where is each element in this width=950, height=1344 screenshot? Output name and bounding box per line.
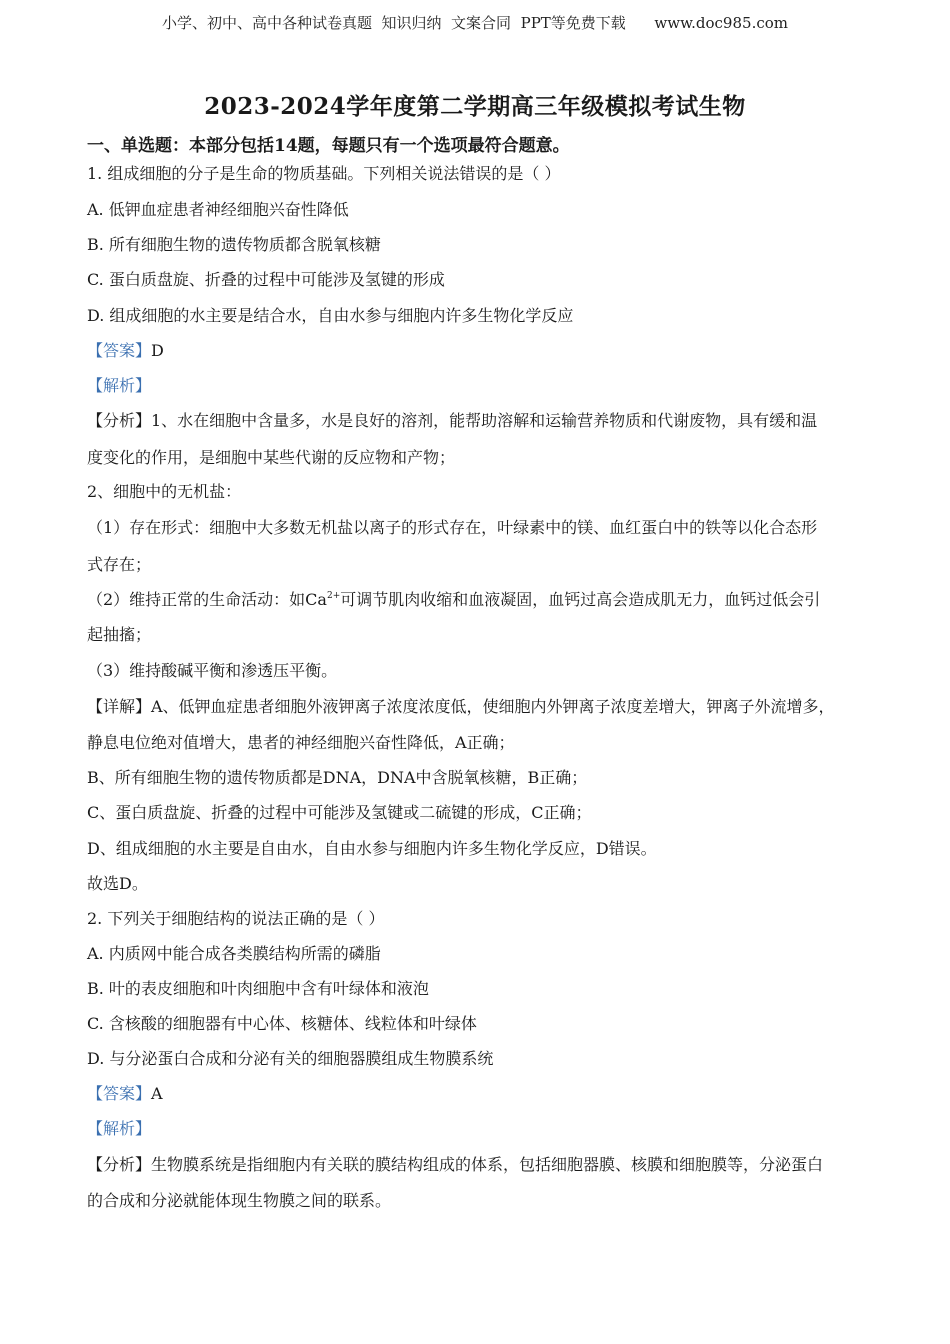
page-header: 小学、初中、高中各种试卷真题 知识归纳 文案合同 PPT等免费下载 www.doc985.com [161, 14, 788, 32]
q1-analysis-line: 式存在； [87, 555, 152, 574]
q1-option-d: D. 组成细胞的水主要是结合水，自由水参与细胞内许多生物化学反应 [87, 306, 574, 325]
q1-option-a: A. 低钾血症患者神经细胞兴奋性降低 [87, 200, 349, 219]
q1-detail-line: （3）维持酸碱平衡和渗透压平衡。 [87, 661, 338, 680]
ca-line-post: 可调节肌肉收缩和血液凝固，血钙过高会造成肌无力，血钙过低会引 [340, 590, 821, 609]
q1-analysis-line: （1）存在形式：细胞中大多数无机盐以离子的形式存在，叶绿素中的镁、血红蛋白中的铁等以化合态形 [87, 518, 818, 537]
q1-option-b: B. 所有细胞生物的遗传物质都含脱氧核糖 [87, 235, 381, 254]
q1-analysis-line: 【分析】1、水在细胞中含量多，水是良好的溶剂，能帮助溶解和运输营养物质和代谢废物，具有缓和温 [87, 411, 818, 430]
ca-superscript: 2+ [326, 591, 341, 601]
q1-analysis-tag: 【解析】 [87, 376, 152, 395]
q2-analysis-line: 【分析】生物膜系统是指细胞内有关联的膜结构组成的体系，包括细胞器膜、核膜和细胞膜等，分泌蛋白 [87, 1155, 824, 1174]
answer-value: A [151, 1084, 163, 1103]
q2-analysis-tag: 【解析】 [87, 1119, 152, 1138]
section-heading: 一、单选题：本部分包括14题，每题只有一个选项最符合题意。 [87, 136, 570, 156]
q2-option-b: B. 叶的表皮细胞和叶肉细胞中含有叶绿体和液泡 [87, 979, 429, 998]
q1-ca-line [87, 590, 820, 610]
q1-detail-line: C、蛋白质盘旋、折叠的过程中可能涉及氢键或二硫键的形成，C正确； [87, 803, 592, 822]
q1-answer [87, 341, 164, 361]
q1-detail-line: 起抽搐； [87, 625, 152, 644]
q2-answer [87, 1084, 163, 1104]
q1-stem: 1. 组成细胞的分子是生命的物质基础。下列相关说法错误的是（ ） [87, 164, 561, 183]
q2-analysis-line: 的合成和分泌就能体现生物膜之间的联系。 [87, 1191, 392, 1210]
q1-analysis-line: 2、细胞中的无机盐： [87, 482, 242, 501]
answer-tag: 【答案】 [87, 1084, 152, 1103]
q1-analysis-line: 度变化的作用，是细胞中某些代谢的反应物和产物； [87, 448, 456, 467]
exam-title: 2023-2024学年度第二学期高三年级模拟考试生物 [204, 93, 746, 120]
q2-option-a: A. 内质网中能合成各类膜结构所需的磷脂 [87, 944, 381, 963]
answer-tag: 【答案】 [87, 341, 152, 360]
q1-detail-line: D、组成细胞的水主要是自由水，自由水参与细胞内许多生物化学反应，D错误。 [87, 839, 657, 858]
q2-stem: 2. 下列关于细胞结构的说法正确的是（ ） [87, 909, 385, 928]
q2-option-c: C. 含核酸的细胞器有中心体、核糖体、线粒体和叶绿体 [87, 1014, 477, 1033]
q1-option-c: C. 蛋白质盘旋、折叠的过程中可能涉及氢键的形成 [87, 270, 445, 289]
ca-line-pre: （2）维持正常的生命活动：如Ca [87, 590, 327, 609]
answer-value: D [151, 341, 164, 360]
q1-detail-line: 静息电位绝对值增大，患者的神经细胞兴奋性降低，A正确； [87, 733, 515, 752]
q1-conclusion: 故选D。 [87, 874, 148, 893]
q1-detail-line: 【详解】A、低钾血症患者细胞外液钾离子浓度浓度低，使细胞内外钾离子浓度差增大，钾离子外流增多， [87, 697, 835, 716]
q1-detail-line: B、所有细胞生物的遗传物质都是DNA，DNA中含脱氧核糖，B正确； [87, 768, 588, 787]
q2-option-d: D. 与分泌蛋白合成和分泌有关的细胞器膜组成生物膜系统 [87, 1049, 494, 1068]
